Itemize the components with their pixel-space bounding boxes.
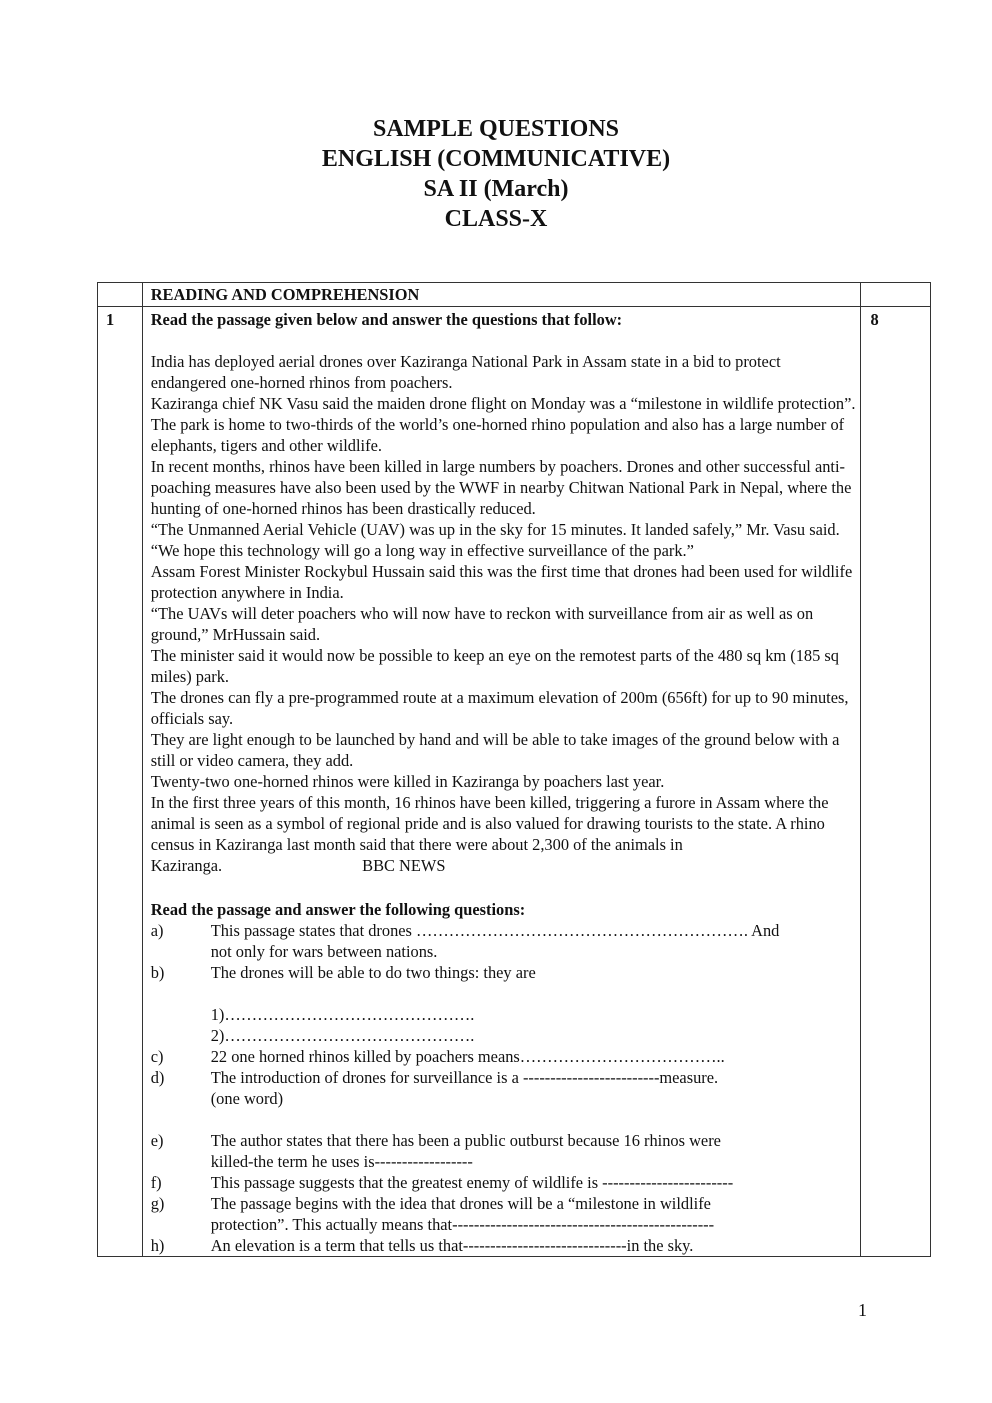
section-heading-cell [142,283,860,307]
answer-blank-2: 2)………………………………………. [210,1026,475,1045]
item-continuation: (one word) [210,1089,284,1108]
question-marks: 8 [870,310,879,329]
item-text: The introduction of drones for surveillance is a -------------------------measure. [210,1068,719,1087]
item-label: a) [150,921,164,940]
page-number: 1 [858,1300,867,1320]
passage-paragraph: Assam Forest Minister Rockybul Hussain said this was the first time that drones had been used for wildlife protection anywhere in India. [150,562,853,602]
passage-paragraph: The drones can fly a pre-programmed route at a maximum elevation of 200m (656ft) for up to 90 minutes, officials say. [150,688,849,728]
question-item-d [151,1067,856,1088]
document-title [0,114,992,234]
item-text: The drones will be able to do two things: they are [210,963,536,982]
section-header-row [98,283,931,307]
item-text: An elevation is a term that tells us that------------------------------in the sky. [210,1236,694,1255]
title-line-3: SA II (March) [423,176,569,202]
item-label: c) [150,1047,164,1066]
passage-paragraph: The park is home to two-thirds of the world’s one-horned rhino population and also has a large number of elephants, tigers and other wildlife. [150,415,845,455]
question-item-g [151,1193,856,1214]
item-continuation: protection”. This actually means that------------------------------------------------ [210,1215,715,1234]
question-content-cell [142,307,860,1257]
question-item-h [151,1235,856,1256]
title-line-2: ENGLISH (COMMUNICATIVE) [321,146,671,172]
question-number: 1 [106,310,115,329]
item-label: g) [150,1194,165,1213]
title-line-1: SAMPLE QUESTIONS [372,116,620,142]
question-item-e [151,1130,856,1151]
passage-last-text: In the first three years of this month, 16 rhinos have been killed, triggering a furore in Assam where the animal is seen as a symbol of regional pride and is also valued for drawing tourists to the state. A rhino census in Kaziranga last month said that there were about 2,300 of the animals in Kaziranga. [150,793,829,875]
title-line-4: CLASS-X [444,206,548,232]
item-continuation: not only for wars between nations. [210,942,438,961]
question-table [97,282,931,1257]
question-number-cell [98,307,143,1257]
section-heading: READING AND COMPREHENSION [150,285,420,304]
passage-paragraph: “The UAVs will deter poachers who will now have to reckon with surveillance from air as well as on ground,” MrHussain said. [150,604,814,644]
passage-paragraph: India has deployed aerial drones over Kaziranga National Park in Assam state in a bid to protect endangered one-horned rhinos from poachers. [150,352,781,392]
item-continuation: killed-the term he uses is------------------ [210,1152,473,1171]
question-item-a [151,920,856,941]
passage-paragraph: Twenty-two one-horned rhinos were killed in Kaziranga by poachers last year. [150,772,665,791]
item-text: This passage suggests that the greatest enemy of wildlife is ------------------------ [210,1173,734,1192]
passage-paragraph: In recent months, rhinos have been killed in large numbers by poachers. Drones and other successful anti-poaching measures have also been used by the WWF in nearby Chitwan National Park in Nepal, where the hunting of one-horned rhinos has been drastically reduced. [150,457,852,518]
item-text: The passage begins with the idea that drones will be a “milestone in wildlife [210,1194,711,1213]
item-text: The author states that there has been a public outburst because 16 rhinos were [210,1131,721,1150]
question-item-b [151,962,856,983]
passage [151,351,856,876]
question-item-c [151,1046,856,1067]
item-label: b) [150,963,165,982]
passage-paragraph: Kaziranga chief NK Vasu said the maiden drone flight on Monday was a “milestone in wildlife protection”. [150,394,856,413]
sub-instruction: Read the passage and answer the following questions: [150,900,526,919]
passage-paragraph: They are light enough to be launched by hand and will be able to take images of the ground below with a still or video camera, they add. [150,730,840,770]
item-label: h) [150,1236,165,1255]
item-label: f) [150,1173,162,1192]
item-label: e) [150,1131,164,1150]
question-instruction: Read the passage given below and answer the questions that follow: [150,310,623,329]
item-text: This passage states that drones ……………………………………………………. And [210,921,780,940]
passage-paragraph [151,792,856,876]
passage-paragraph: “The Unmanned Aerial Vehicle (UAV) was up in the sky for 15 minutes. It landed safely,” Mr. Vasu said. “We hope this technology will go a long way in effective surveillance of the park.” [150,520,840,560]
passage-paragraph: The minister said it would now be possible to keep an eye on the remotest parts of the 480 sq km (185 sq miles) park. [150,646,839,686]
answer-blank-1: 1)………………………………………. [210,1005,475,1024]
section-marks-cell [860,283,930,307]
question-marks-cell [860,307,930,1257]
question-item-f [151,1172,856,1193]
item-label: d) [150,1068,165,1087]
item-text: 22 one horned rhinos killed by poachers means……………………………….. [210,1047,725,1066]
passage-source: BBC NEWS [362,856,446,875]
section-number-cell [98,283,143,307]
question-row [98,307,931,1257]
